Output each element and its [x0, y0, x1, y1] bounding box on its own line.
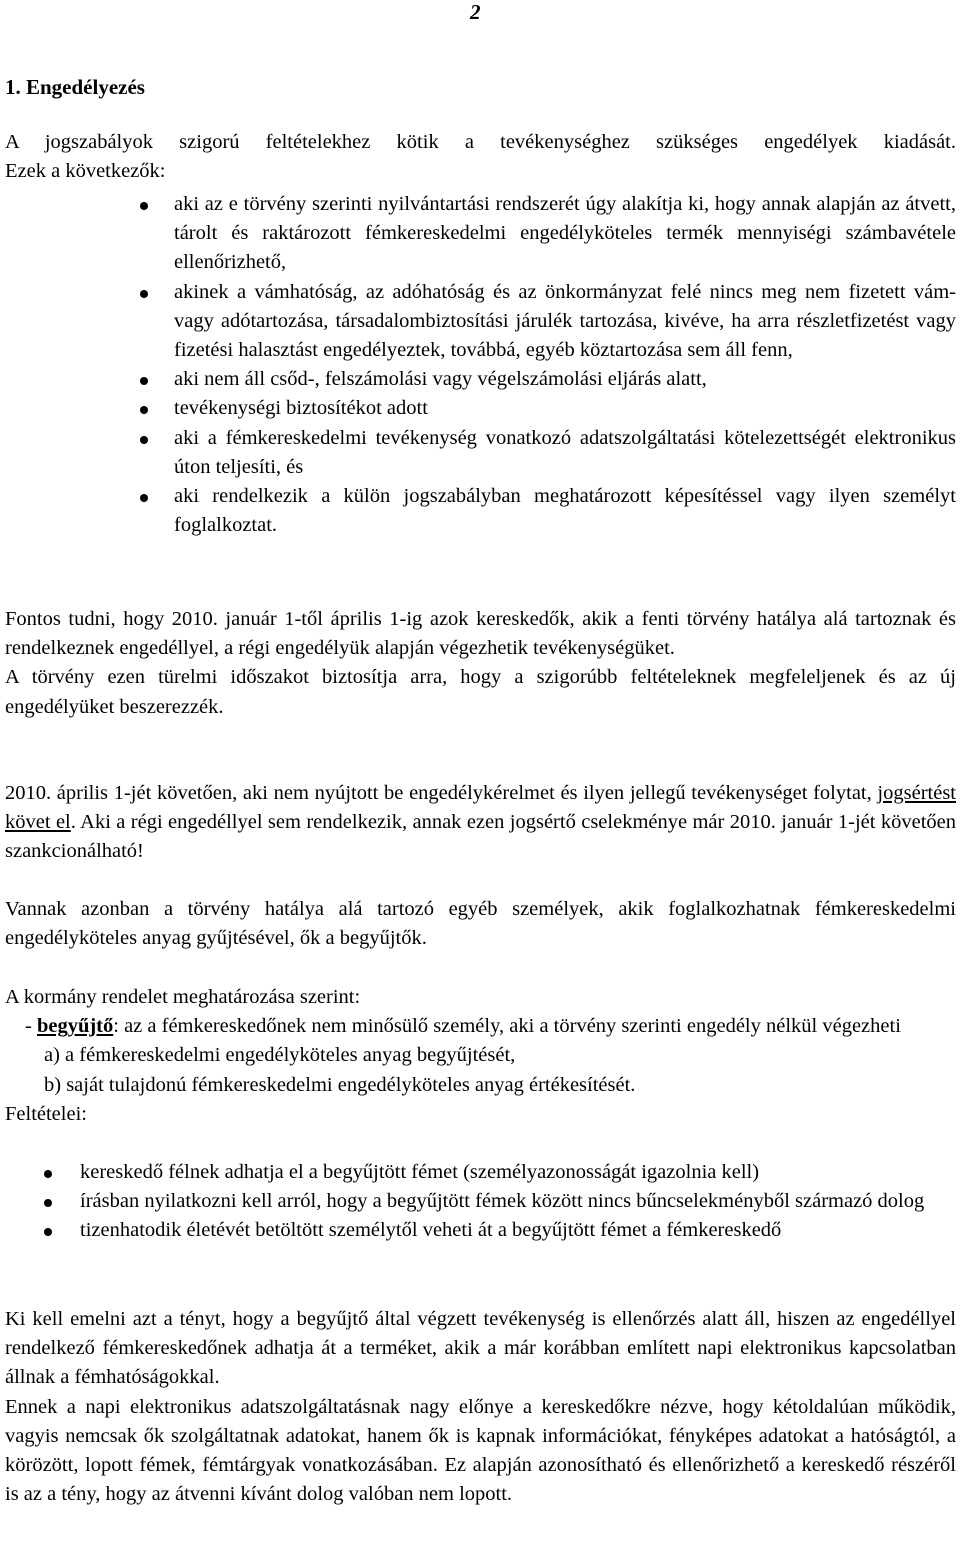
- intro-line-2: Ezek a következők:: [5, 160, 166, 183]
- important-paragraph: [5, 605, 956, 722]
- list-item: akinek a vámhatóság, az adóhatóság és az önkormányzat felé nincs meg nem fizetett vám- vagy adótartozása, társadalombiztosítási járulék tartozása, kivéve, ha arra részletfizetést vagy fizetési halasztást engedélyeztek, továbbá, egyéb köztartozása sem áll fenn,: [5, 278, 956, 366]
- page-number: 2: [470, 0, 481, 24]
- list-item: aki nem áll csőd-, felszámolási vagy végelszámolási eljárás alatt,: [5, 365, 956, 394]
- important-text: Fontos tudni, hogy 2010. január 1-től április 1-ig azok kereskedők, akik a fenti törvény hatálya alá tartoznak és rendelkeznek engedéllyel, a régi engedélyük alapján végezhetik tevékenységüket.: [5, 608, 956, 660]
- april-text: [5, 779, 956, 867]
- benefit-text: Ennek a napi elektronikus adatszolgáltatásnak nagy előnye a kereskedőkre nézve, hogy kétoldalúan működik, vagyis nemcsak ők szolgáltatnak adatokat, hanem ők is kapnak információkat, fényképes adatokat a hatóságtól, a körözött, lopott fémek, fémtárgyak vonatkozásában. Ez alapján azonosítható és ellenőrizhető a kereskedő részéről is az a tény, hogy az átvenni kívánt dolog valóban nem lopott.: [5, 1395, 956, 1506]
- grace-period-text: A törvény ezen türelmi időszakot biztosítja arra, hogy a szigorúbb feltételeknek megfeleljenek és az új engedélyüket beszerezzék.: [5, 666, 956, 718]
- april-text-before: 2010. április 1-jét követően, aki nem nyújtott be engedélykérelmet és ilyen jellegű tevékenységet folytat,: [5, 782, 878, 804]
- intro-paragraph: [5, 128, 956, 186]
- collector-term: begyűjtő: [36, 1015, 114, 1038]
- conditions-list: [5, 190, 956, 540]
- decree-intro: A kormány rendelet meghatározása szerint:: [5, 986, 361, 1008]
- collectors-text: Vannak azonban a törvény hatálya alá tartozó egyéb személyek, akik foglalkozhatnak fémkereskedelmi engedélyköteles anyag gyűjtésével, ők a begyűjtők.: [5, 898, 956, 950]
- decree-item-b: b) saját tulajdonú fémkereskedelmi engedélyköteles anyag értékesítését.: [44, 1073, 636, 1096]
- april-paragraph: [5, 779, 956, 867]
- list-item: tizenhatodik életévét betöltött személytől veheti át a begyűjtött fémet a fémkereskedő: [5, 1216, 956, 1245]
- list-item: kereskedő félnek adhatja el a begyűjtött fémet (személyazonosságát igazolnia kell): [5, 1158, 956, 1187]
- decree-definition-text: : az a fémkereskedőnek nem minősülő személy, aki a törvény szerinti engedély nélkül végezheti: [113, 1015, 901, 1038]
- intro-line-1: A jogszabályok szigorú feltételekhez kötik a tevékenységhez szükséges engedélyek kiadását.: [5, 131, 956, 153]
- collectors-paragraph: [5, 895, 956, 953]
- decree-item-a: a) a fémkereskedelmi engedélyköteles anyag begyűjtését,: [44, 1044, 516, 1067]
- closing-paragraphs: [5, 1305, 956, 1509]
- violation-phrase: jogsértést követ el: [5, 782, 956, 834]
- requirements-list: [5, 1158, 956, 1246]
- decree-section: [5, 983, 956, 1129]
- list-item: írásban nyilatkozni kell arról, hogy a begyűjtött fémek között nincs bűncselekményből származó dolog: [5, 1187, 956, 1216]
- decree-definition: [5, 1012, 956, 1041]
- list-item: aki rendelkezik a külön jogszabályban meghatározott képesítéssel vagy ilyen személyt foglalkoztat.: [5, 482, 956, 540]
- list-item: aki a fémkereskedelmi tevékenység vonatkozó adatszolgáltatási kötelezettségét elektronikus úton teljesíti, és: [5, 424, 956, 482]
- list-item: tevékenységi biztosítékot adott: [5, 394, 956, 423]
- section-heading: 1. Engedélyezés: [5, 75, 145, 99]
- april-text-after: . Aki a régi engedéllyel sem rendelkezik, annak ezen jogsértő cselekménye már 2010. január 1-jét követően szankcionálható!: [5, 811, 956, 863]
- list-item: aki az e törvény szerinti nyilvántartási rendszerét úgy alakítja ki, hogy annak alapján az átvett, tárolt és raktározott fémkereskedelmi engedélyköteles termék mennyiségi számbavétele ellenőrizhető,: [5, 190, 956, 278]
- decree-dash: -: [25, 1015, 37, 1038]
- emphasis-text: Ki kell emelni azt a tényt, hogy a begyűjtő által végzett tevékenység is ellenőrzés alatt áll, hiszen az engedéllyel rendelkező fémkereskedőnek adhatja át a terméket, akik a már korábban említett napi elektronikus kapcsolatban állnak a fémhatóságokkal.: [5, 1308, 956, 1389]
- requirements-title: Feltételei:: [5, 1102, 87, 1125]
